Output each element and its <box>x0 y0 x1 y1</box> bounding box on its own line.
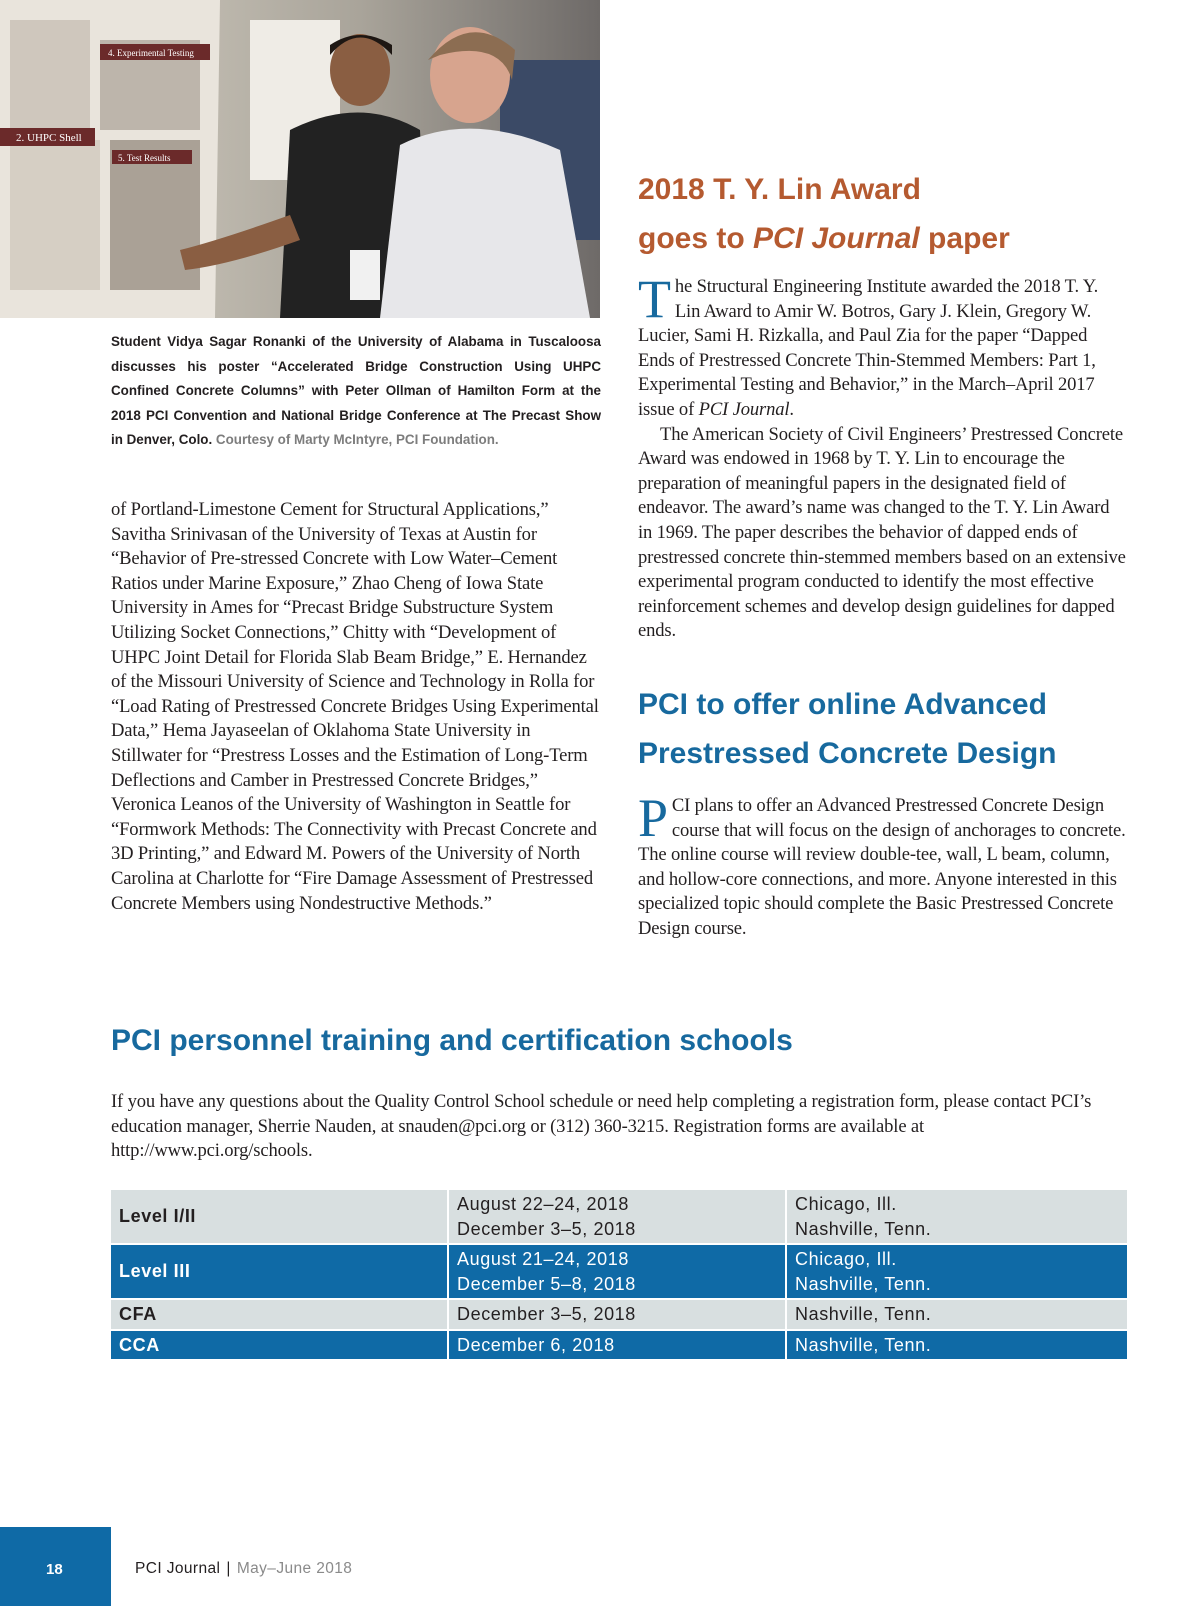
poster-section-label: 2. UHPC Shell <box>16 132 82 144</box>
award-heading-journal: PCI Journal <box>753 222 920 255</box>
location: Nashville, Tenn. <box>795 1218 932 1239</box>
award-paragraph-2: The American Society of Civil Engineers’ Prestressed Concrete Award was endowed in 1968 by T. Y. Lin to encourage the preparation of meaningful papers in the designated field of endeavor. The award’s name was changed to the T. Y. Lin Award in 1969. The paper describes the behavior of dapped ends of prestressed concrete thin-stemmed members based on an extensive experimental program conducted to identify the most effective reinforcement schemes and develop design guidelines for dapped ends. <box>638 423 1126 642</box>
online-text: CI plans to offer an Advanced Prestressed Concrete Design course that will focus on the design of anchorages to concrete. The online course will review double-tee, wall, L beam, column, and hollow-core connections, and more. Anyone interested in this specialized topic should complete the Basic Prestressed Concrete Design course. <box>638 795 1126 939</box>
schools-intro: If you have any questions about the Quality Control School schedule or need help completing a registration form, please contact PCI’s education manager, Sherrie Nauden, at snauden@pci.org or (312) 360-3215. Registration forms are available at http://www.pci.org/schools. <box>111 1091 1092 1162</box>
schools-table <box>111 1190 1127 1361</box>
caption-text: Student Vidya Sagar Ronanki of the University of Alabama in Tuscaloosa discusses his poster “Accelerated Bridge Construction Using UHPC Confined Concrete Columns” with Peter Ollman of Hamilton Form at the 2018 PCI Convention and National Bridge Conference at The Precast Show in Denver, Colo. <box>111 334 601 447</box>
level-cell: Level III <box>111 1244 448 1299</box>
date: December 5–8, 2018 <box>457 1273 636 1294</box>
award-heading-line1: 2018 T. Y. Lin Award <box>638 173 921 206</box>
running-footer <box>135 1560 352 1578</box>
award-heading <box>638 165 1128 263</box>
footer-issue: May–June 2018 <box>236 1560 353 1577</box>
photo-caption <box>111 330 601 453</box>
location-cell: Nashville, Tenn. <box>795 1334 932 1355</box>
online-heading-line1: PCI to offer online Advanced <box>638 688 1047 721</box>
student-awards-text: of Portland-Limestone Cement for Structural Applications,” Savitha Srinivasan of the University of Texas at Austin for “Behavior of Pre-stressed Concrete with Low Water–Cement Ratios under Marine Exposure,” Zhao Cheng of Iowa State University in Ames for “Precast Bridge Substructure System Utilizing Socket Connections,” Chitty with “Development of UHPC Joint Detail for Florida Slab Beam Bridge,” E. Hernandez of the Missouri University of Science and Technology in Rolla for “Load Rating of Prestressed Concrete Bridges Using Experimental Data,” Hema Jayaseelan of Oklahoma State University in Stillwater for “Prestress Losses and the Estimation of Long-Term Deflections and Camber in Prestressed Concrete Bridges,” Veronica Leanos of the University of Washington in Seattle for “Formwork Methods: The Connectivity with Precast Concrete and 3D Printing,” and Edward M. Powers of the University of North Carolina at Charlotte for “Fire Damage Assessment of Prestressed Concrete Members using Nondestructive Methods.” <box>111 499 599 914</box>
location-cell: Nashville, Tenn. <box>795 1304 932 1324</box>
location: Chicago, Ill. <box>795 1194 897 1214</box>
dates-cell: December 3–5, 2018 <box>448 1299 786 1330</box>
dates-cell <box>448 1244 786 1299</box>
footer-separator: | <box>226 1560 231 1577</box>
date: December 3–5, 2018 <box>457 1218 636 1239</box>
award-p1-end: . <box>789 398 794 420</box>
online-course-article <box>638 680 1128 942</box>
date: August 21–24, 2018 <box>457 1249 629 1269</box>
schools-title: PCI personnel training and certification schools <box>111 1024 793 1057</box>
table-row <box>111 1299 1127 1330</box>
poster-section-label: 5. Test Results <box>118 153 171 163</box>
page-number: 18 <box>46 1561 63 1578</box>
online-heading <box>638 680 1128 778</box>
page-number-block <box>0 1527 111 1606</box>
online-dropcap: P <box>638 788 668 848</box>
location: Chicago, Ill. <box>795 1249 897 1269</box>
left-column <box>111 498 601 916</box>
level-cell: CCA <box>111 1330 448 1361</box>
award-p1-text: he Structural Engineering Institute awarded the 2018 T. Y. Lin Award to Amir W. Botros, Gary J. Klein, Gregory W. Lucier, Sami H. Rizkalla, and Paul Zia for the paper “Dapped Ends of Prestressed Concrete Thin-Stemmed Members: Part 1, Experimental Testing and Behavior,” in the March–April 2017 issue of <box>638 276 1099 420</box>
award-paragraph-1 <box>638 269 1128 423</box>
table-row <box>111 1330 1127 1361</box>
online-heading-line2: Prestressed Concrete Design <box>638 737 1057 770</box>
dates-cell: December 6, 2018 <box>448 1330 786 1361</box>
conference-photo <box>0 0 600 318</box>
poster-section-label: 4. Experimental Testing <box>108 48 194 58</box>
location-cell <box>786 1244 1127 1299</box>
online-paragraph <box>638 788 1128 942</box>
table-row <box>111 1244 1127 1299</box>
level-cell: Level I/II <box>111 1190 448 1244</box>
dates-cell <box>448 1190 786 1244</box>
award-article <box>638 165 1128 644</box>
award-heading-pre: goes to <box>638 222 754 255</box>
caption-credit: Courtesy of Marty McIntyre, PCI Foundation. <box>215 432 499 447</box>
footer-journal: PCI Journal <box>135 1560 221 1577</box>
date: August 22–24, 2018 <box>457 1194 629 1214</box>
award-p1-journal: PCI Journal <box>698 398 790 420</box>
award-dropcap: T <box>638 269 671 329</box>
level-cell: CFA <box>111 1299 448 1330</box>
location-cell <box>786 1190 1127 1244</box>
table-row <box>111 1190 1127 1244</box>
location: Nashville, Tenn. <box>795 1273 932 1294</box>
award-heading-post: paper <box>919 222 1010 255</box>
